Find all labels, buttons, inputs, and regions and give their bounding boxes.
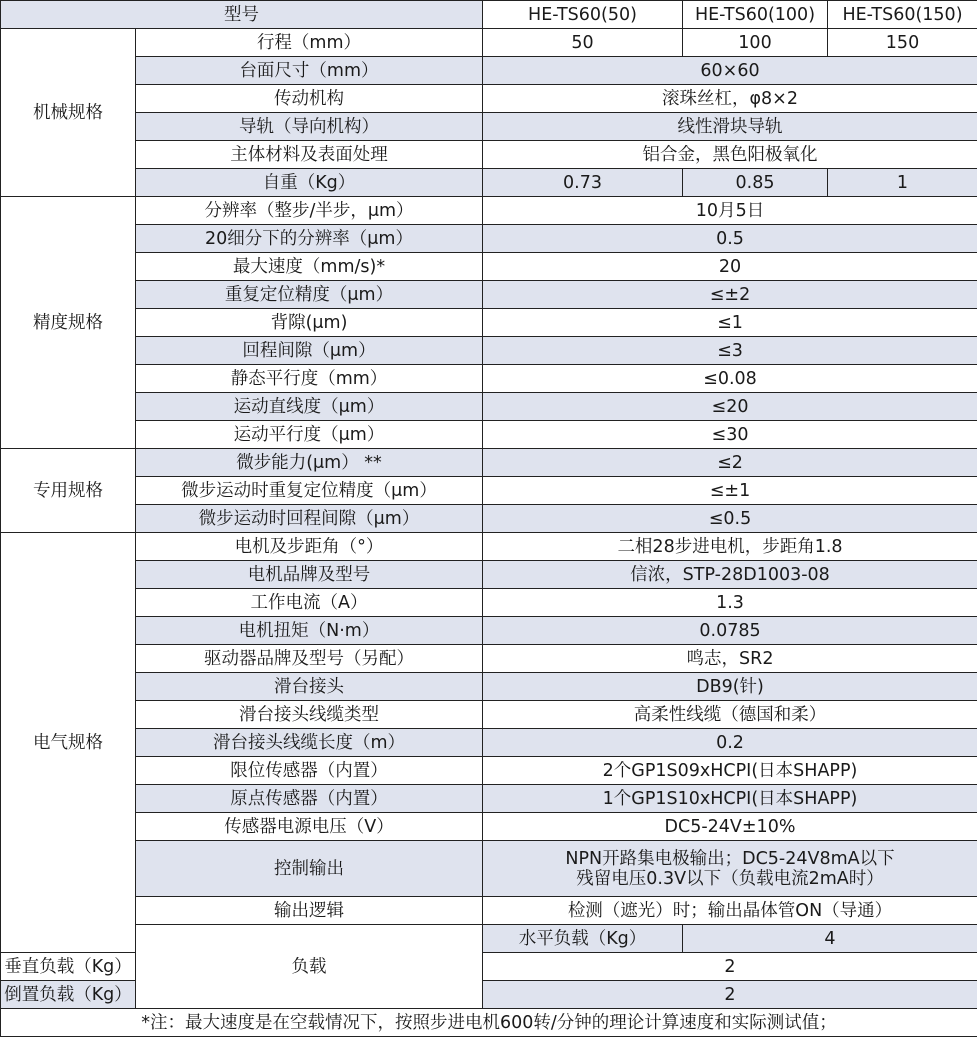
table-row	[1, 337, 977, 365]
row-label: 最大速度（mm/s)*	[136, 253, 483, 281]
category-mechanical: 机械规格	[1, 29, 136, 197]
table-row	[1, 841, 977, 897]
row-value: DB9(针)	[483, 673, 977, 701]
row-value: 2	[483, 981, 977, 1009]
row-value: 0.73	[483, 169, 683, 197]
row-label: 行程（mm）	[136, 29, 483, 57]
control-output-value	[483, 841, 977, 897]
row-value: 二相28步进电机，步距角1.8	[483, 533, 977, 561]
row-value: 铝合金，黑色阳极氧化	[483, 141, 977, 169]
row-label: 滑台接头线缆长度（m）	[136, 729, 483, 757]
table-row	[1, 29, 977, 57]
row-label: 背隙(μm)	[136, 309, 483, 337]
row-value: ≤30	[483, 421, 977, 449]
row-label: 静态平行度（mm）	[136, 365, 483, 393]
table-row	[1, 729, 977, 757]
row-label: 微步运动时回程间隙（μm）	[136, 505, 483, 533]
row-value: 0.0785	[483, 617, 977, 645]
table-row	[1, 925, 977, 953]
row-value: 1个GP1S10xHCPI(日本SHAPP)	[483, 785, 977, 813]
row-label: 重复定位精度（μm）	[136, 281, 483, 309]
category-precision: 精度规格	[1, 197, 136, 449]
row-label: 限位传感器（内置）	[136, 757, 483, 785]
row-label: 导轨（导向机构）	[136, 113, 483, 141]
row-label: 微步能力(μm） **	[136, 449, 483, 477]
header-row	[1, 1, 977, 29]
row-label: 台面尺寸（mm）	[136, 57, 483, 85]
row-value: DC5-24V±10%	[483, 813, 977, 841]
table-row	[1, 225, 977, 253]
table-row	[1, 253, 977, 281]
control-output-line-2: 残留电压0.3V以下（负载电流2mA时）	[576, 868, 884, 889]
table-row	[1, 561, 977, 589]
control-output-line-1: NPN开路集电极输出；DC5-24V8mA以下	[565, 848, 895, 869]
row-value: ≤0.08	[483, 365, 977, 393]
row-value: 150	[828, 29, 977, 57]
model-header-label: 型号	[1, 1, 483, 29]
row-value: 20	[483, 253, 977, 281]
row-value: ≤±2	[483, 281, 977, 309]
row-value: 检测（遮光）时；输出晶体管ON（导通）	[483, 897, 977, 925]
footnote-row	[1, 1009, 977, 1037]
table-row	[1, 645, 977, 673]
table-row	[1, 785, 977, 813]
footnote: *注：最大速度是在空载情况下，按照步进电机600转/分钟的理论计算速度和实际测试值；	[1, 1009, 977, 1037]
row-value: 10月5日	[483, 197, 977, 225]
table-row	[1, 113, 977, 141]
row-value: 1.3	[483, 589, 977, 617]
row-label: 垂直负载（Kg）	[1, 953, 136, 981]
row-value: ≤1	[483, 309, 977, 337]
row-value: 4	[683, 925, 977, 953]
row-label: 滑台接头	[136, 673, 483, 701]
row-value: 50	[483, 29, 683, 57]
row-label: 传动机构	[136, 85, 483, 113]
table-row	[1, 449, 977, 477]
row-label: 驱动器品牌及型号（另配）	[136, 645, 483, 673]
table-row	[1, 309, 977, 337]
category-electrical: 电气规格	[1, 533, 136, 953]
table-row	[1, 533, 977, 561]
model-50: HE-TS60(50)	[483, 1, 683, 29]
row-label: 电机品牌及型号	[136, 561, 483, 589]
row-value: 0.2	[483, 729, 977, 757]
table-row	[1, 701, 977, 729]
row-value: 2	[483, 953, 977, 981]
row-value: 滚珠丝杠，φ8×2	[483, 85, 977, 113]
table-row	[1, 393, 977, 421]
row-value: ≤20	[483, 393, 977, 421]
row-value: 线性滑块导轨	[483, 113, 977, 141]
row-label: 传感器电源电压（V）	[136, 813, 483, 841]
row-label: 水平负载（Kg）	[483, 925, 683, 953]
table-row	[1, 57, 977, 85]
row-value: 60×60	[483, 57, 977, 85]
table-row	[1, 197, 977, 225]
model-100: HE-TS60(100)	[683, 1, 828, 29]
table-row	[1, 365, 977, 393]
model-150: HE-TS60(150)	[828, 1, 977, 29]
row-label: 电机扭矩（N·m）	[136, 617, 483, 645]
row-value: ≤3	[483, 337, 977, 365]
row-label: 电机及步距角（°）	[136, 533, 483, 561]
row-label: 回程间隙（μm）	[136, 337, 483, 365]
category-special: 专用规格	[1, 449, 136, 533]
row-value: 1	[828, 169, 977, 197]
row-label: 输出逻辑	[136, 897, 483, 925]
table-row	[1, 589, 977, 617]
table-row	[1, 617, 977, 645]
table-row	[1, 505, 977, 533]
category-load: 负载	[136, 925, 483, 1009]
table-row	[1, 85, 977, 113]
table-row	[1, 897, 977, 925]
row-value: ≤±1	[483, 477, 977, 505]
row-label: 滑台接头线缆类型	[136, 701, 483, 729]
row-label: 自重（Kg）	[136, 169, 483, 197]
row-value: 信浓，STP-28D1003-08	[483, 561, 977, 589]
row-label: 运动平行度（μm）	[136, 421, 483, 449]
row-value: 0.5	[483, 225, 977, 253]
table-row	[1, 477, 977, 505]
row-value: 2个GP1S09xHCPI(日本SHAPP)	[483, 757, 977, 785]
row-label: 运动直线度（μm）	[136, 393, 483, 421]
row-label: 倒置负载（Kg）	[1, 981, 136, 1009]
row-label: 微步运动时重复定位精度（μm）	[136, 477, 483, 505]
table-row	[1, 673, 977, 701]
table-row	[1, 169, 977, 197]
row-value: 鸣志，SR2	[483, 645, 977, 673]
row-label: 主体材料及表面处理	[136, 141, 483, 169]
table-row	[1, 421, 977, 449]
row-label: 控制输出	[136, 841, 483, 897]
table-row	[1, 141, 977, 169]
row-label: 原点传感器（内置）	[136, 785, 483, 813]
row-value: ≤0.5	[483, 505, 977, 533]
table-row	[1, 757, 977, 785]
row-value: 高柔性线缆（德国和柔）	[483, 701, 977, 729]
table-row	[1, 281, 977, 309]
row-label: 20细分下的分辨率（μm）	[136, 225, 483, 253]
row-label: 工作电流（A）	[136, 589, 483, 617]
row-value: 0.85	[683, 169, 828, 197]
row-value: 100	[683, 29, 828, 57]
row-label: 分辨率（整步/半步，μm）	[136, 197, 483, 225]
table-row	[1, 813, 977, 841]
row-value: ≤2	[483, 449, 977, 477]
